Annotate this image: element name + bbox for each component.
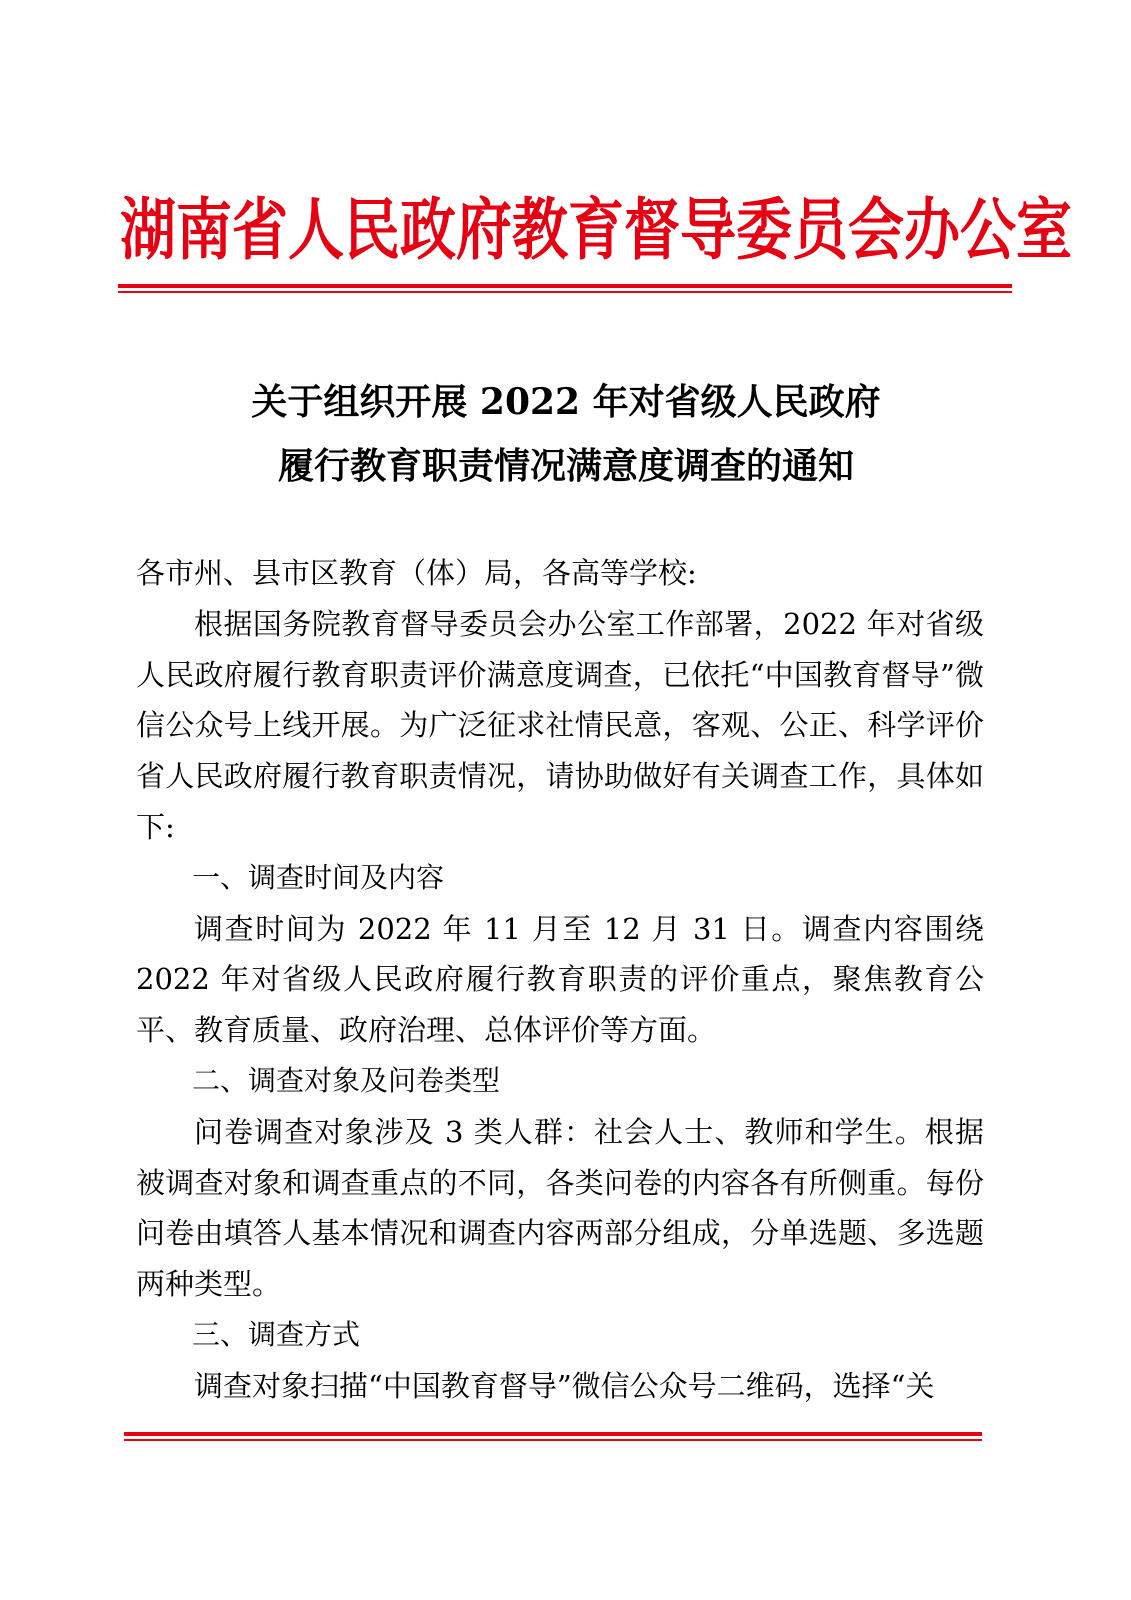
salutation: 各市州、县市区教育（体）局，各高等学校: xyxy=(136,556,697,590)
section-paragraph-survey-method: 调查对象扫描“中国教育督导”微信公众号二维码，选择“关 xyxy=(194,1368,935,1403)
section-heading-survey-method: 三、调查方式 xyxy=(192,1317,361,1351)
section-paragraph-target-questionnaire: 问卷调查对象涉及 3 类人群：社会人士、教师和学生。根据被调查对象和调查重点的不同，各类问卷的内容各有所侧重。每份问卷由填答人基本情况和调查内容两部分组成，分单选题、多选题两种类型。 xyxy=(136,1114,984,1302)
footer-red-rule xyxy=(124,1432,982,1436)
document-title xyxy=(120,370,1012,498)
issuing-authority-header: 湖南省人民政府教育督导委员会办公室 xyxy=(120,190,1072,270)
section-heading-time-content: 一、调查时间及内容 xyxy=(192,860,445,894)
header-red-rule xyxy=(118,284,1012,288)
intro-paragraph: 根据国务院教育督导委员会办公室工作部署，2022 年对省级人民政府履行教育职责评价满意度调查，已依托“中国教育督导”微信公众号上线开展。为广泛征求社情民意，客观、公正、科学评价省人民政府履行教育职责情况，请协助做好有关调查工作，具体如下: xyxy=(136,606,984,844)
document-title-line-1: 关于组织开展 2022 年对省级人民政府 xyxy=(251,381,881,423)
footer-red-rule-thin xyxy=(124,1439,982,1441)
header-red-rule-thin xyxy=(118,291,1012,293)
section-heading-target-questionnaire: 二、调查对象及问卷类型 xyxy=(192,1063,501,1097)
section-paragraph-time-content: 调查时间为 2022 年 11 月至 12 月 31 日。调查内容围绕 2022 年对省级人民政府履行教育职责的评价重点，聚焦教育公平、教育质量、政府治理、总体评价等方面。 xyxy=(136,911,984,1048)
document-body xyxy=(136,548,984,1412)
document-title-line-2: 履行教育职责情况满意度调查的通知 xyxy=(277,445,854,487)
